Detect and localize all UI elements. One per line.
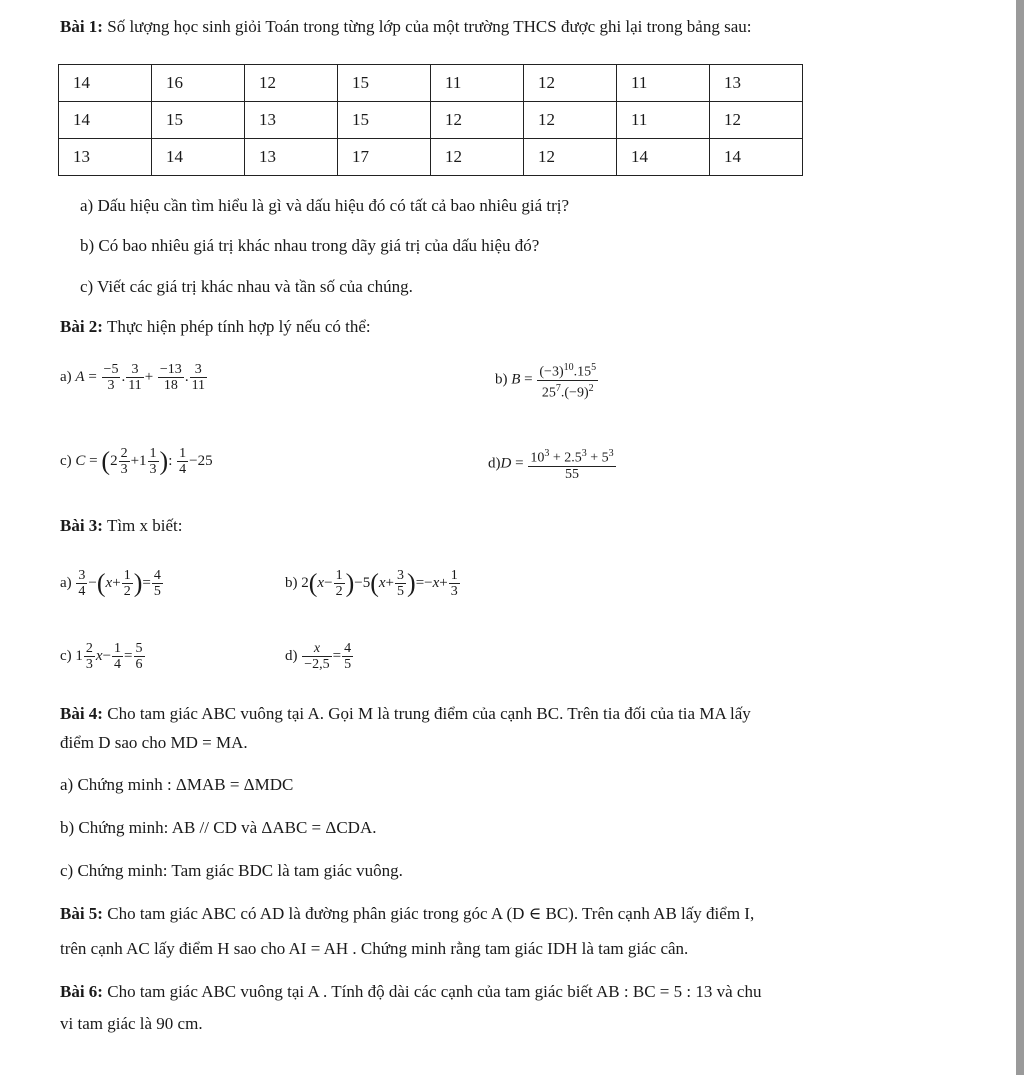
bai5-line2: trên cạnh AC lấy điểm H sao cho AI = AH . Chứng minh rằng tam giác IDH là tam giác cân.: [60, 939, 689, 958]
table-cell: 12: [524, 139, 617, 176]
table-cell: 12: [524, 65, 617, 102]
table-cell: 15: [338, 65, 431, 102]
bai2-text: Thực hiện phép tính hợp lý nếu có thể:: [106, 317, 371, 336]
bai2-label: Bài 2:: [60, 317, 103, 336]
bai2-expr-d: d)D = $\frac{10^3 + 2.5^3 + 5^3}{55}$: [488, 448, 614, 482]
bai2-b-label: b): [495, 371, 508, 388]
bai6-label: Bài 6:: [60, 982, 103, 1001]
bai1-question-c: c) Viết các giá trị khác nhau và tần số của chúng.: [80, 277, 413, 296]
table-cell: 14: [152, 139, 245, 176]
table-row: [59, 65, 803, 102]
bai6-text: Cho tam giác ABC vuông tại A . Tính độ dài các cạnh của tam giác biết AB : BC = 5 : 13 và chu: [107, 982, 762, 1001]
table-cell: 14: [710, 139, 803, 176]
bai1-question-b: b) Có bao nhiêu giá trị khác nhau trong dãy giá trị của dấu hiệu đó?: [80, 236, 540, 255]
table-cell: 12: [710, 102, 803, 139]
table-cell: 11: [431, 65, 524, 102]
bai5-label: Bài 5:: [60, 904, 103, 923]
bai1-text: Số lượng học sinh giỏi Toán trong từng lớp của một trường THCS được ghi lại trong bảng sau:: [107, 17, 752, 36]
bai4-part-b: b) Chứng minh: AB // CD và ΔABC = ΔCDA.: [60, 818, 377, 837]
bai3-c-label: c): [60, 647, 72, 664]
bai3-text: Tìm x biết:: [106, 516, 183, 535]
bai3-a-label: a): [60, 574, 72, 591]
bai3-expr-c: c) 1 $\frac{2}{3}$ x− $\frac{1}{4}$ = $\frac{5}{6}$: [60, 641, 143, 672]
bai5-line1: [60, 904, 754, 924]
bai3-label: Bài 3:: [60, 516, 103, 535]
table-cell: 14: [59, 65, 152, 102]
bai2-expr-a: a) A = $\frac{-5}{3}$ . $\frac{3}{11}$ + $\frac{-13}{18}$ . $\frac{3}{11}$: [60, 362, 206, 393]
bai2-heading: [60, 317, 371, 337]
bai1-label: Bài 1:: [60, 17, 103, 36]
table-cell: 12: [431, 102, 524, 139]
table-cell: 11: [617, 65, 710, 102]
table-row: [59, 139, 803, 176]
bai1-question-a: a) Dấu hiệu cần tìm hiểu là gì và dấu hiệu đó có tất cả bao nhiêu giá trị?: [80, 196, 570, 215]
bai3-heading: [60, 516, 182, 536]
bai4-part-c: c) Chứng minh: Tam giác BDC là tam giác vuông.: [60, 861, 403, 880]
table-cell: 12: [245, 65, 338, 102]
bai3-b-label: b): [285, 574, 298, 591]
bai2-c-label: c): [60, 452, 72, 469]
bai4-label: Bài 4:: [60, 704, 103, 723]
bai3-d-label: d): [285, 647, 298, 664]
bai2-a-label: a): [60, 368, 72, 385]
bai6-line2: vi tam giác là 90 cm.: [60, 1014, 203, 1033]
table-cell: 13: [710, 65, 803, 102]
table-cell: 13: [245, 139, 338, 176]
table-cell: 15: [152, 102, 245, 139]
bai1-heading: [60, 17, 751, 37]
table-row: [59, 102, 803, 139]
table-cell: 13: [59, 139, 152, 176]
bai6-line1: [60, 982, 761, 1002]
bai2-expr-c: c) C = (2 $\frac{2}{3}$ +1 $\frac{1}{3}$ ): $\frac{1}{4}$ −25: [60, 446, 213, 477]
table-cell: 17: [338, 139, 431, 176]
table-cell: 12: [431, 139, 524, 176]
bai2-d-label: d): [488, 455, 501, 472]
bai4-text: Cho tam giác ABC vuông tại A. Gọi M là trung điểm của cạnh BC. Trên tia đối của tia MA lấy: [107, 704, 751, 723]
data-table: [58, 64, 803, 176]
table-cell: 14: [617, 139, 710, 176]
bai3-expr-a: a) $\frac{3}{4}$ −(x+ $\frac{1}{2}$ )= $\frac{4}{5}$: [60, 568, 161, 599]
table-cell: 12: [524, 102, 617, 139]
scrollbar[interactable]: [1016, 0, 1024, 1075]
bai3-expr-d: d) $\frac{x}{-2,5}$ = $\frac{4}{5}$: [285, 641, 352, 672]
bai4-part-a: a) Chứng minh : ΔMAB = ΔMDC: [60, 775, 294, 794]
bai2-expr-b: b) B = $\frac{(-3)^{10}.15^5}{25^7.(-9)^2}$: [495, 362, 597, 401]
table-cell: 11: [617, 102, 710, 139]
table-cell: 14: [59, 102, 152, 139]
bai5-text: Cho tam giác ABC có AD là đường phân giác trong góc A (D ∈ BC). Trên cạnh AB lấy điểm I,: [107, 904, 755, 923]
table-cell: 13: [245, 102, 338, 139]
bai4-line2: điểm D sao cho MD = MA.: [60, 733, 248, 752]
table-cell: 16: [152, 65, 245, 102]
bai3-expr-b: b) 2(x− $\frac{1}{2}$ )−5(x+ $\frac{3}{5}$ )=−x+ $\frac{1}{3}$: [285, 568, 458, 599]
table-cell: 15: [338, 102, 431, 139]
bai4-line1: [60, 704, 751, 724]
